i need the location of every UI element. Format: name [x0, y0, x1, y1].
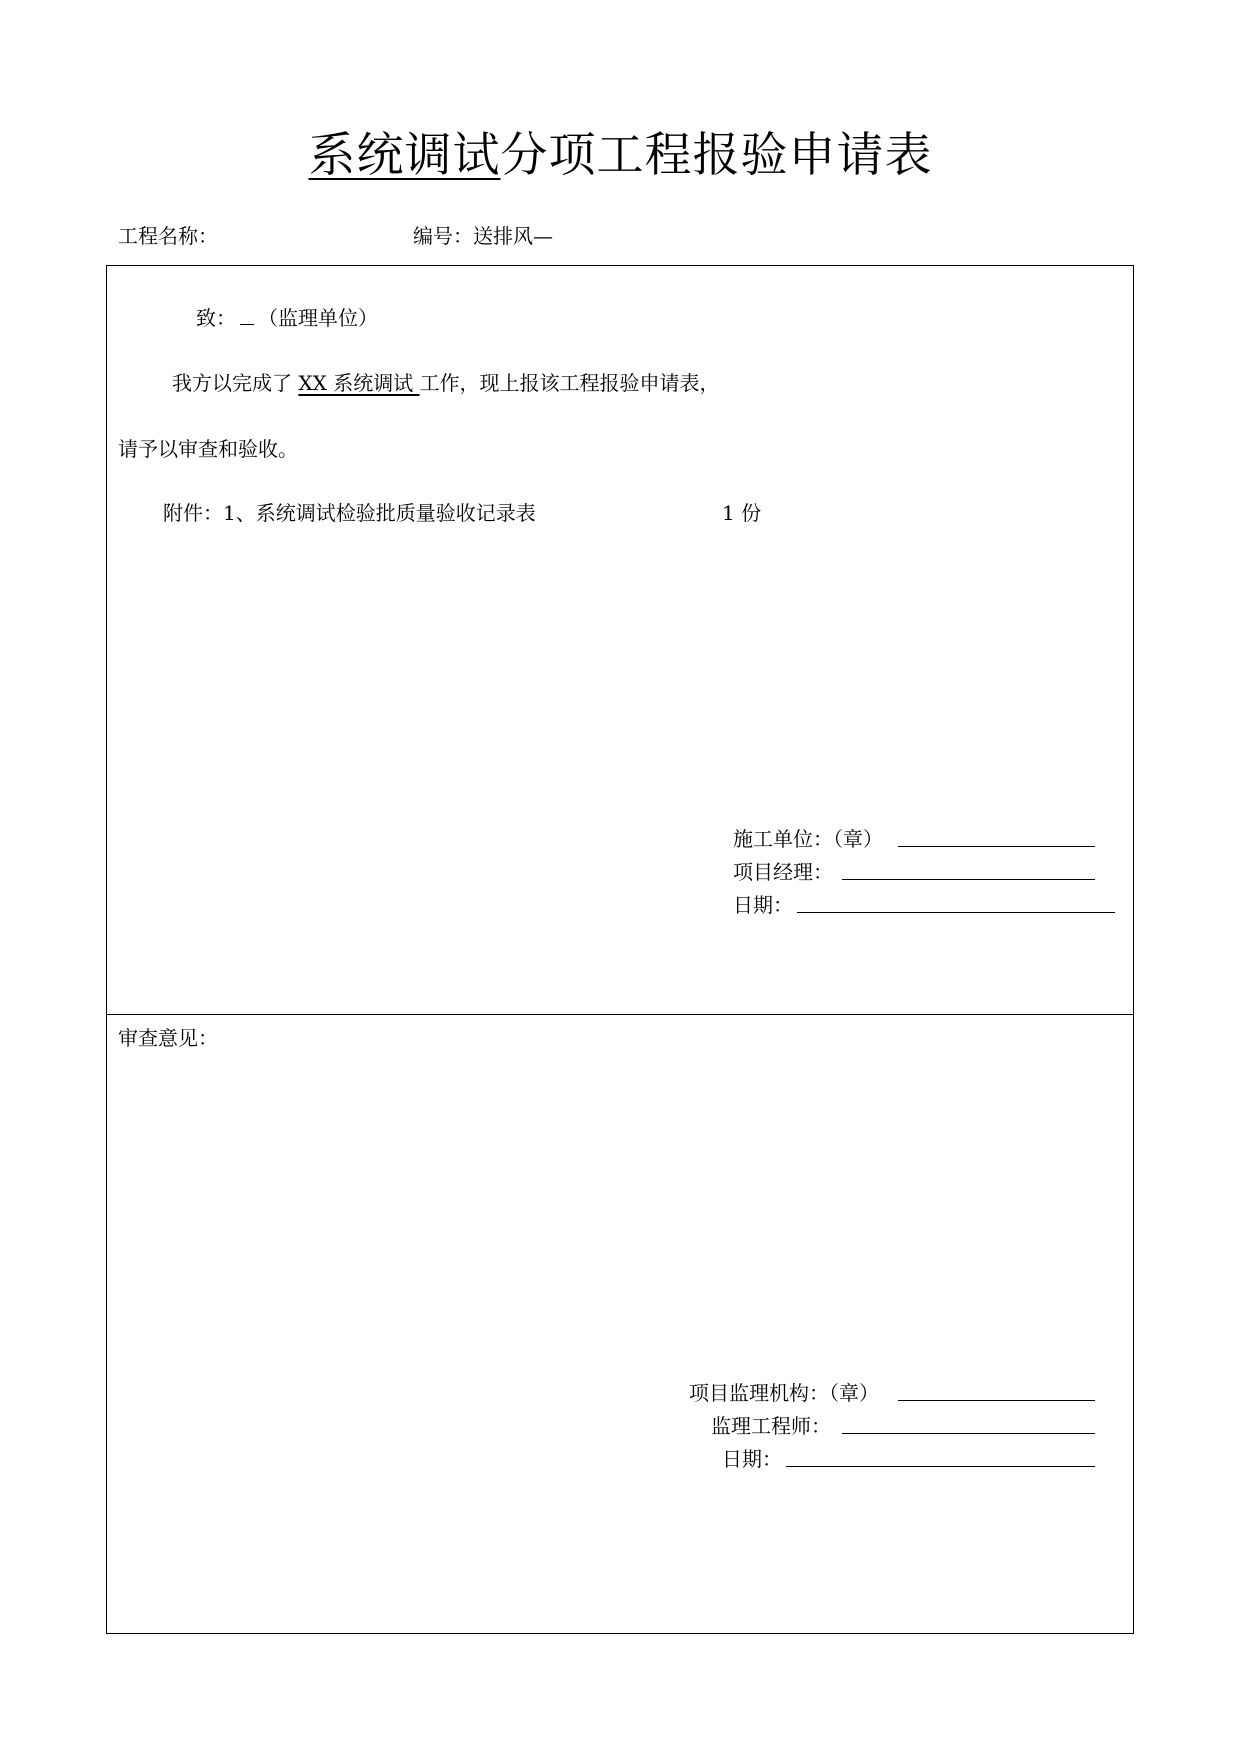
supervision-engineer-signature-line[interactable] — [842, 1433, 1095, 1434]
application-date-line[interactable] — [797, 912, 1115, 913]
form-title-rest: 分项工程报验申请表 — [500, 128, 933, 183]
form-title — [0, 118, 1241, 185]
contractor-unit-label: 施工单位：（章） — [733, 827, 883, 851]
section-divider — [106, 1014, 1134, 1015]
form-table — [106, 265, 1134, 1634]
form-title-underlined: 系统调试 — [308, 128, 501, 183]
review-opinion-label: 审查意见： — [118, 1026, 218, 1050]
document-number-label: 编号：送排风— — [413, 224, 553, 248]
addressee-recipient: （监理单位） — [258, 306, 378, 330]
body-text-before: 我方以完成了 — [172, 371, 299, 395]
application-date-label: 日期： — [733, 893, 793, 917]
project-name-label: 工程名称： — [118, 224, 218, 248]
attachment-item: 附件：1、系统调试检验批质量验收记录表 — [163, 501, 536, 525]
addressee-line — [196, 302, 378, 331]
addressee-prefix: 致： — [196, 306, 236, 330]
application-body-line1 — [172, 367, 720, 396]
supervision-org-label: 项目监理机构：（章） — [689, 1381, 879, 1405]
review-date-label: 日期： — [722, 1447, 782, 1471]
application-body-line2: 请予以审查和验收。 — [118, 437, 298, 461]
supervision-org-signature-line[interactable] — [898, 1400, 1095, 1401]
review-date-line[interactable] — [786, 1466, 1095, 1467]
body-work-item: XX 系统调试 — [298, 371, 420, 395]
supervision-engineer-label: 监理工程师： — [711, 1414, 831, 1438]
addressee-blank[interactable] — [240, 306, 254, 325]
contractor-unit-signature-line[interactable] — [898, 846, 1095, 847]
project-manager-signature-line[interactable] — [842, 879, 1095, 880]
project-manager-label: 项目经理： — [733, 860, 833, 884]
body-text-after: 工作，现上报该工程报验申请表， — [419, 371, 720, 395]
attachment-copies: 1 份 — [722, 501, 762, 525]
